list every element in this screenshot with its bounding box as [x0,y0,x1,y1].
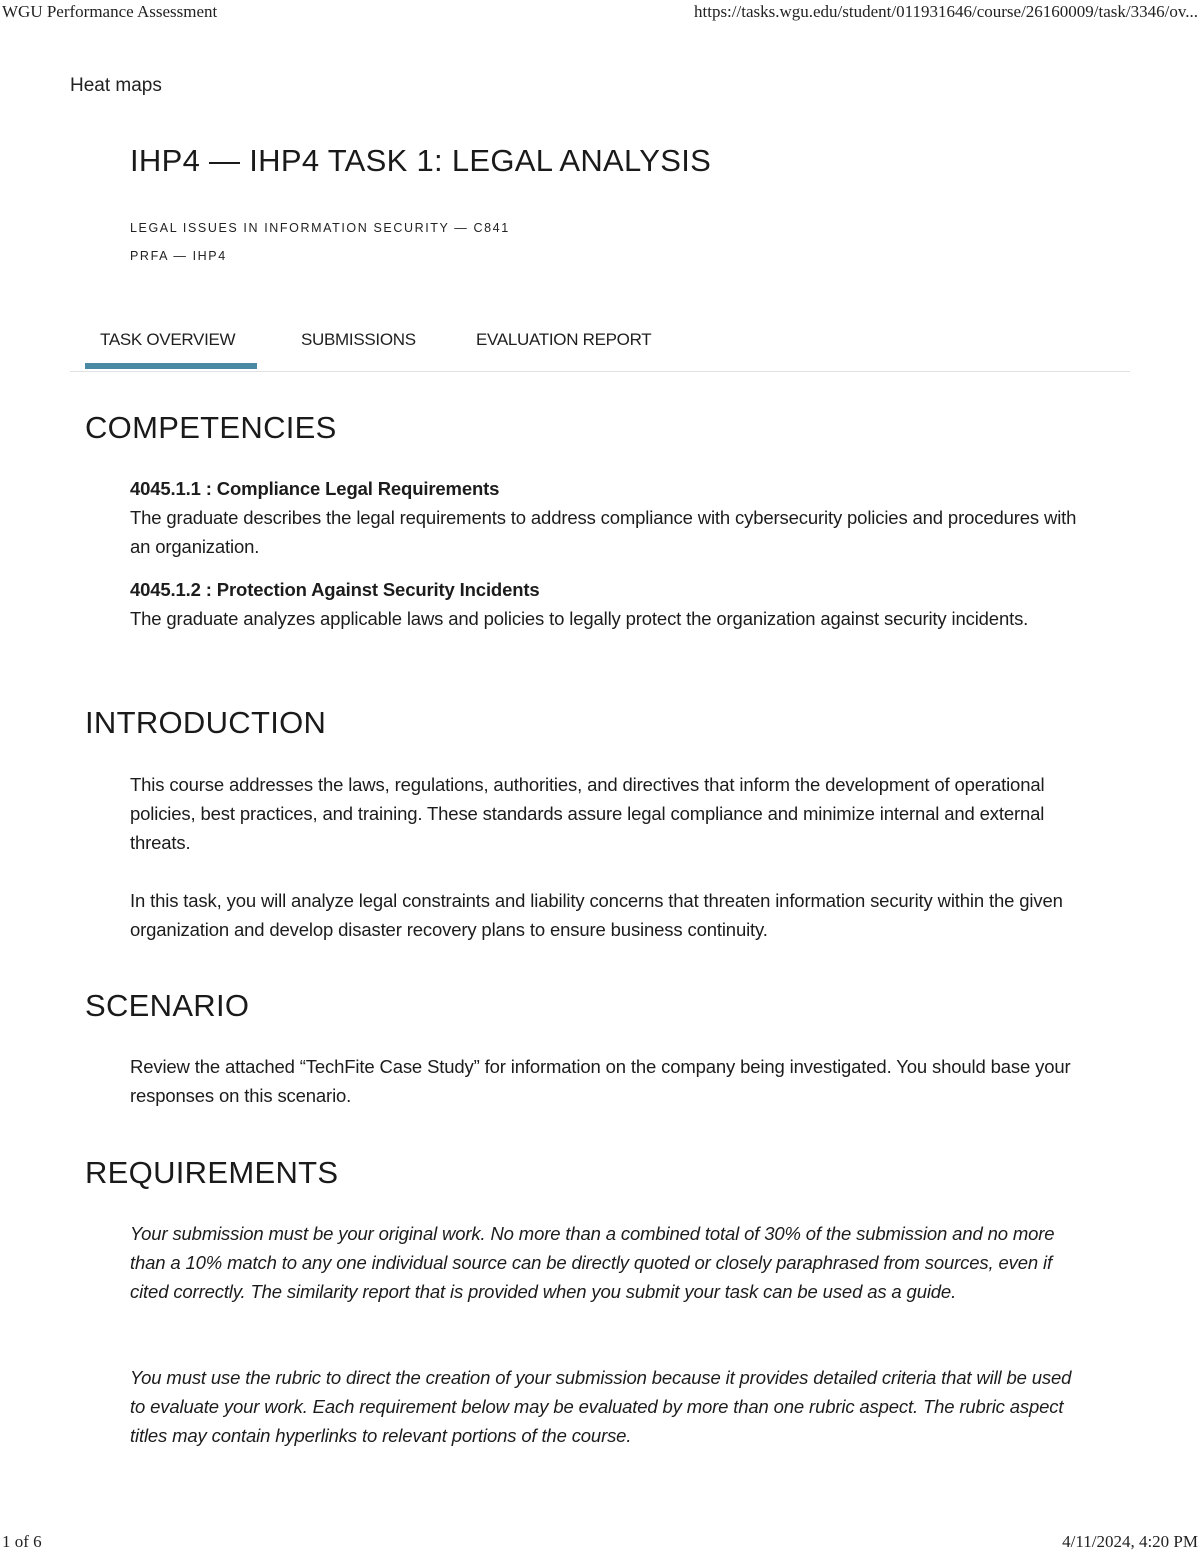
competency-item [130,474,1090,561]
page-title: IHP4 — IHP4 TASK 1: LEGAL ANALYSIS [130,143,712,178]
introduction-paragraph: In this task, you will analyze legal constraints and liability concerns that threaten information security within the given organization and develop disaster recovery plans to ensure business continuity. [130,890,1063,940]
task-tabs [70,318,1130,372]
page-count: 1 of 6 [2,1532,42,1551]
requirements-heading: REQUIREMENTS [85,1155,339,1190]
competencies-heading: COMPETENCIES [85,410,337,445]
print-footer [0,1532,1200,1554]
print-header-title: WGU Performance Assessment [2,2,218,21]
tab-evaluation-report[interactable]: EVALUATION REPORT [476,330,652,349]
introduction-paragraph: This course addresses the laws, regulations, authorities, and directives that inform the development of operational policies, best practices, and training. These standards assure legal compliance and minimize internal and external threats. [130,774,1045,853]
course-name: LEGAL ISSUES IN INFORMATION SECURITY — C841 [130,221,510,235]
print-header [0,2,1200,24]
scenario-heading: SCENARIO [85,988,250,1023]
tab-submissions[interactable]: SUBMISSIONS [301,330,416,349]
tab-task-overview[interactable]: TASK OVERVIEW [100,330,236,349]
competency-description: The graduate analyzes applicable laws and policies to legally protect the organization against security incidents. [130,608,1029,629]
competency-description: The graduate describes the legal requirements to address compliance with cybersecurity policies and procedures with an organization. [130,507,1077,557]
print-header-url: https://tasks.wgu.edu/student/011931646/course/26160009/task/3346/ov... [694,2,1198,21]
breadcrumb[interactable]: Heat maps [70,75,162,96]
competency-title: 4045.1.2 : Protection Against Security Incidents [130,579,540,600]
scenario-paragraph: Review the attached “TechFite Case Study” for information on the company being investigated. You should base your responses on this scenario. [130,1056,1071,1106]
requirements-paragraph: Your submission must be your original work. No more than a combined total of 30% of the submission and no more than a 10% match to any one individual source can be directly quoted or closely paraphrased from sources, even if cited correctly. The similarity report that is provided when you submit your task can be used as a guide. [130,1223,1055,1302]
competency-title: 4045.1.1 : Compliance Legal Requirements [130,478,500,499]
competency-item [130,575,1090,633]
requirements-paragraph: You must use the rubric to direct the creation of your submission because it provides detailed criteria that will be used to evaluate your work. Each requirement below may be evaluated by more than one rubric aspect. The rubric aspect titles may contain hyperlinks to relevant portions of the course. [130,1367,1072,1446]
print-timestamp: 4/11/2024, 4:20 PM [1062,1532,1198,1551]
assessment-code: PRFA — IHP4 [130,249,227,263]
active-tab-indicator [85,363,257,369]
introduction-heading: INTRODUCTION [85,705,327,740]
